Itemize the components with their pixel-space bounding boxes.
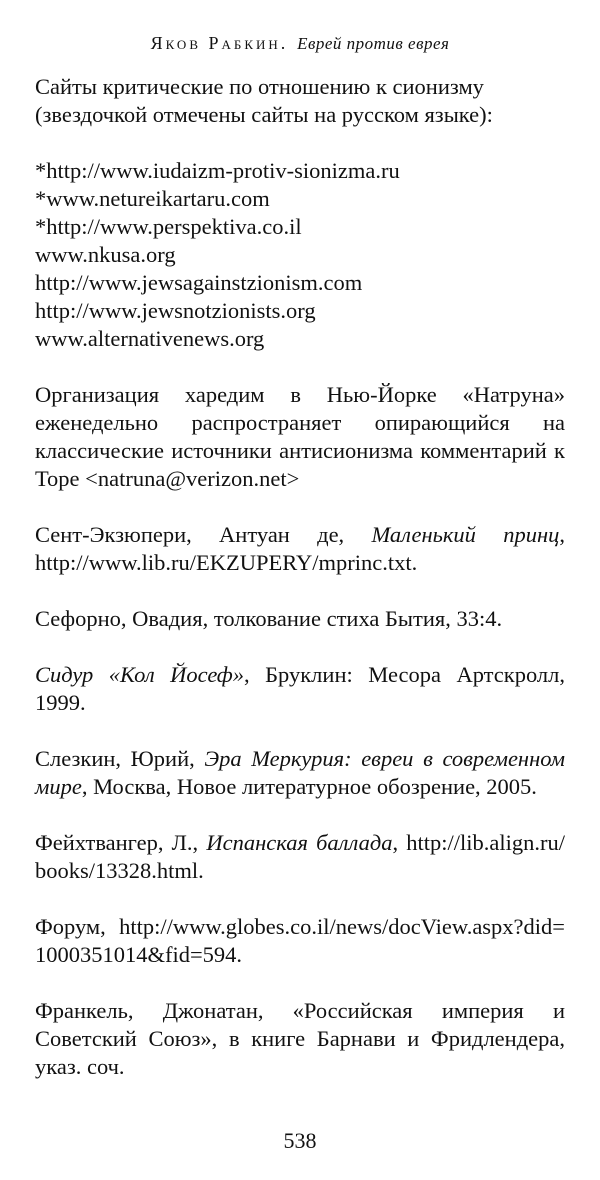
entry-rest: , Москва, Новое литературное обозрение, 2005.	[81, 774, 537, 799]
site-item: *www.netureikartaru.com	[35, 186, 270, 211]
entry-author: Слезкин, Юрий,	[35, 746, 205, 771]
site-list	[35, 157, 565, 353]
intro-line-2: (звездочкой отмечены сайты на русском языке):	[35, 102, 493, 127]
entry-title: Сидур «Кол Йосеф»	[35, 662, 244, 687]
intro-paragraph	[35, 73, 565, 129]
entry-rest: , http://www.lib.ru/EKZUPERY/mprinc.txt.	[35, 522, 565, 575]
entry-rest: , http://lib.align.ru/books/13328.html.	[35, 830, 566, 883]
entry-author: Фейхтвангер, Л.,	[35, 830, 207, 855]
entry-natruna: Организация харедим в Нью-Йорке «Натруна» еженедельно распространяет опирающийся на классические источники антисионизма комментарий к Торе <natruna@verizon.net>	[35, 382, 565, 491]
site-item: *http://www.perspektiva.co.il	[35, 214, 302, 239]
intro-line-1: Сайты критические по отношению к сионизму	[35, 74, 484, 99]
site-item: www.alternativenews.org	[35, 326, 265, 351]
entry-feuchtwanger	[35, 829, 565, 885]
book-page	[35, 0, 565, 1180]
running-head-author: Яков Рабкин.	[150, 33, 289, 53]
entry-forum: Форум, http://www.globes.co.il/news/docView.aspx?did=1000351014&fid=594.	[35, 914, 565, 967]
entry-slezkin	[35, 745, 565, 801]
entry-sidur	[35, 661, 565, 717]
site-item: http://www.jewsagainstzionism.com	[35, 270, 363, 295]
entry-title: Испанская баллада	[206, 830, 393, 855]
entry-title: Маленький принц	[371, 522, 560, 547]
page-number: 538	[283, 1128, 317, 1153]
entry-author: Сент-Экзюпери, Антуан де,	[35, 522, 372, 547]
running-head	[35, 33, 565, 54]
entry-frankel: Франкель, Джонатан, «Российская империя и Советский Союз», в книге Барнави и Фридлендера, указ. соч.	[35, 998, 565, 1079]
site-item: *http://www.iudaizm-protiv-sionizma.ru	[35, 158, 400, 183]
entry-seforno: Сефорно, Овадия, толкование стиха Бытия, 33:4.	[35, 606, 503, 631]
entry-title: Эра Меркурия: евреи в современном мире	[35, 746, 566, 799]
entry-rest: , Бруклин: Месора Артскролл, 1999.	[35, 662, 565, 715]
running-head-title: Еврей против еврея	[297, 34, 450, 53]
site-item: http://www.jewsnotzionists.org	[35, 298, 316, 323]
body-text	[35, 73, 565, 1109]
entry-saint-exupery	[35, 521, 565, 577]
site-item: www.nkusa.org	[35, 242, 176, 267]
